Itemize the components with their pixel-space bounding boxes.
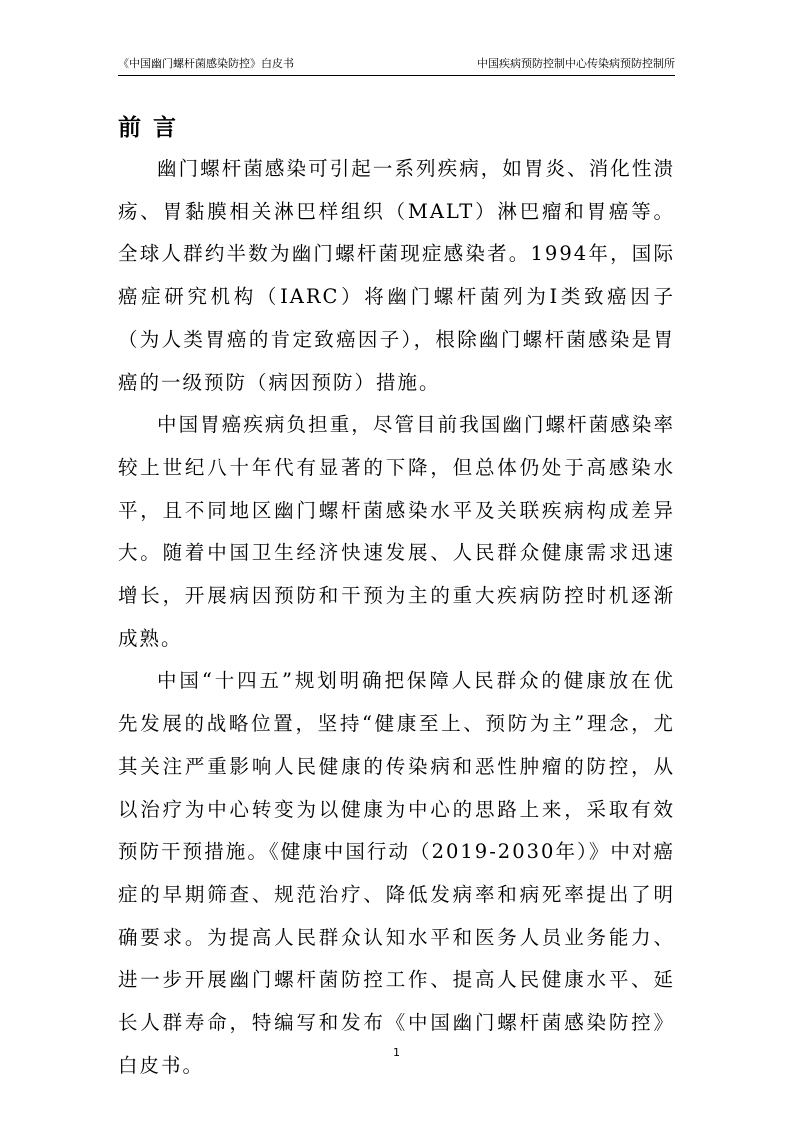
paragraph: 中国胃癌疾病负担重，尽管目前我国幽门螺杆菌感染率较上世纪八十年代有显著的下降，但总体仍处于高感染水平，且不同地区幽门螺杆菌感染水平及关联疾病构成差异大。随着中国卫生经济快速发展、人民群众健康需求迅速增长，开展病因预防和干预为主的重大疾病防控时机逐渐成熟。 [118,413,675,650]
header-document-title: 《中国幽门螺杆菌感染防控》白皮书 [118,57,294,70]
section-title: 前言 [118,115,188,141]
header-rule [118,75,675,76]
paragraph: 幽门螺杆菌感染可引起一系列疾病，如胃炎、消化性溃疡、胃黏膜相关淋巴样组织（MALT）淋巴瘤和胃癌等。全球人群约半数为幽门螺杆菌现症感染者。1994年，国际癌症研究机构（IARC）将幽门螺杆菌列为I类致癌因子（为人类胃癌的肯定致癌因子），根除幽门螺杆菌感染是胃癌的一级预防（病因预防）措施。 [118,157,675,394]
document-body [118,148,675,1087]
paragraph: 中国“十四五”规划明确把保障人民群众的健康放在优先发展的战略位置，坚持“健康至上、预防为主”理念，尤其关注严重影响人民健康的传染病和恶性肿瘤的防控，从以治疗为中心转变为以健康为中心的思路上来，采取有效预防干预措施。《健康中国行动（2019-2030年）》中对癌症的早期筛查、规范治疗、降低发病率和病死率提出了明确要求。为提高人民群众认知水平和医务人员业务能力、进一步开展幽门螺杆菌防控工作、提高人民健康水平、延长人群寿命，特编写和发布《中国幽门螺杆菌感染防控》白皮书。 [118,669,675,1077]
page-header [118,56,675,74]
page-number: 1 [393,1046,400,1059]
header-organization: 中国疾病预防控制中心传染病预防控制所 [477,57,675,70]
